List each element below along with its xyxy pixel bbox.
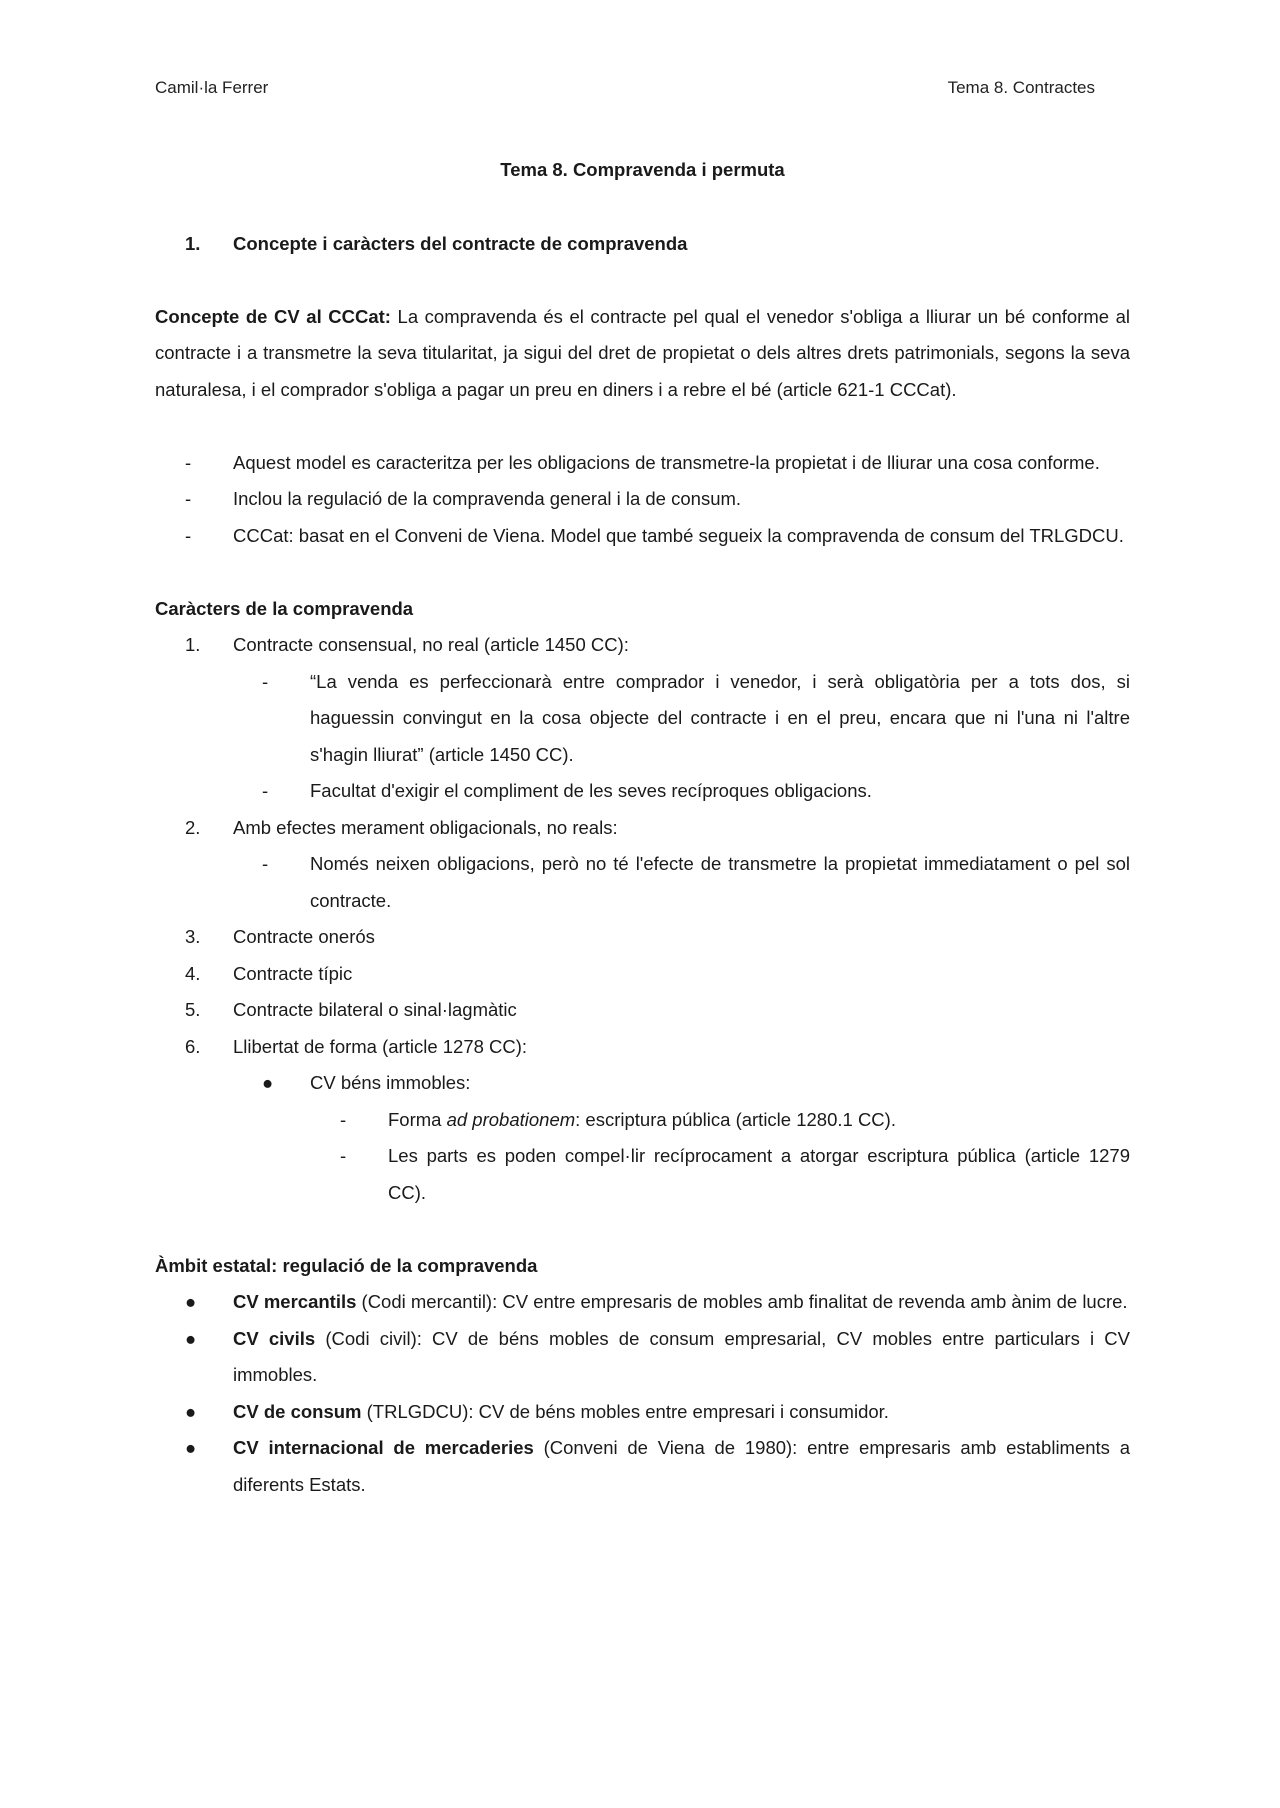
sub-item-text: Les parts es poden compel·lir recíprocament a atorgar escriptura pública (article 1279 CC). <box>388 1145 1130 1203</box>
section-number: 1. <box>185 232 201 254</box>
bullet-item <box>155 1284 1130 1321</box>
item-text: Contracte consensual, no real (article 1450 CC): <box>233 634 629 655</box>
sub-item-prefix: Forma <box>388 1108 447 1130</box>
bullet-marker: ● <box>185 1400 197 1422</box>
bullet-text: (Codi mercantil): CV entre empresaris de mobles amb finalitat de revenda amb ànim de lucre. <box>356 1291 1128 1312</box>
list-item <box>155 445 1130 482</box>
characters-heading: Caràcters de la compravenda <box>155 597 414 619</box>
item-text: Contracte onerós <box>233 926 375 947</box>
list-item-text: Aquest model es caracteritza per les obligacions de transmetre-la propietat i de lliurar una cosa conforme. <box>233 451 1100 473</box>
item-text: Amb efectes merament obligacionals, no reals: <box>233 816 618 838</box>
list-item-text: CCCat: basat en el Conveni de Viena. Model que també segueix la compravenda de consum del TRLGDCU. <box>233 524 1124 546</box>
concept-text: La compravenda és el contracte pel qual el venedor s'obliga a lliurar un bé conforme al contracte i a transmetre la seva titularitat, ja sigui del dret de propietat o dels altres drets patrimonials, segons la seva naturalesa, i el comprador s'obliga a pagar un preu en diners i a rebre el bé (article 621-1 CCCat). <box>155 305 1130 400</box>
dash-marker: - <box>185 451 192 473</box>
concept-label: Concepte de CV al CCCat: <box>155 305 391 327</box>
bullet-text: (Conveni de Viena de 1980): entre empresaris amb establiments a diferents Estats. <box>233 1437 1131 1495</box>
sub-item-text: “La venda es perfeccionarà entre comprador i venedor, i serà obligatòria per a tots dos, si haguessin convingut en la cosa objecte del contracte i en el preu, encara que ni l'una ni l'altre s'hagin lliurat” (article 1450 CC). <box>310 670 1130 765</box>
item-text: Contracte bilateral o sinal·lagmàtic <box>233 999 517 1020</box>
bullet-marker: ● <box>185 1291 197 1312</box>
bullet-text: (TRLGDCU): CV de béns mobles entre empresari i consumidor. <box>361 1400 889 1422</box>
numbered-item <box>155 992 1130 1029</box>
bullet-marker: ● <box>262 1072 274 1093</box>
sub-item-text: Facultat d'exigir el compliment de les seves recíproques obligacions. <box>310 780 872 801</box>
sub-item <box>155 1138 1130 1211</box>
sub-item-text: Només neixen obligacions, però no té l'efecte de transmetre la propietat immediatament o pel sol contracte. <box>310 853 1130 911</box>
sub-item <box>155 664 1130 774</box>
item-number: 2. <box>185 816 201 838</box>
bullet-item <box>155 1430 1130 1503</box>
numbered-item <box>155 1029 1130 1066</box>
dash-marker: - <box>185 488 192 509</box>
list-item <box>155 481 1130 518</box>
sub-item <box>155 846 1130 919</box>
latin-term: ad probationem <box>446 1108 576 1130</box>
document-body <box>155 152 1130 1503</box>
dash-marker: - <box>262 853 269 874</box>
bullet-text: CV béns immobles: <box>310 1072 471 1093</box>
dash-marker: - <box>340 1108 347 1130</box>
item-number: 3. <box>185 926 201 947</box>
item-text: Llibertat de forma (article 1278 CC): <box>233 1035 528 1057</box>
numbered-item <box>155 810 1130 847</box>
numbered-item <box>155 627 1130 664</box>
list-item-text: Inclou la regulació de la compravenda general i la de consum. <box>233 488 742 509</box>
item-number: 1. <box>185 634 201 655</box>
dash-marker: - <box>262 670 269 692</box>
list-item <box>155 518 1130 555</box>
bullet-term: CV mercantils <box>233 1291 357 1312</box>
bullet-marker: ● <box>185 1327 197 1349</box>
item-number: 4. <box>185 962 201 984</box>
sub-item-text <box>388 1102 1130 1139</box>
item-number: 5. <box>185 999 201 1020</box>
sub-item <box>155 773 1130 810</box>
numbered-item <box>155 919 1130 956</box>
bullet-marker: ● <box>185 1437 197 1458</box>
bullet-term: CV de consum <box>233 1400 362 1422</box>
dash-marker: - <box>262 780 269 801</box>
bullet-term: CV internacional de mercaderies <box>233 1437 534 1458</box>
bullet-item <box>155 1065 1130 1102</box>
section-heading <box>155 226 1130 263</box>
bullet-item <box>155 1321 1130 1394</box>
dash-marker: - <box>185 524 192 546</box>
dash-marker: - <box>340 1145 347 1166</box>
ambit-heading: Àmbit estatal: regulació de la compravenda <box>155 1254 538 1276</box>
numbered-item <box>155 956 1130 993</box>
bullet-term: CV civils <box>233 1327 316 1349</box>
header-topic: Tema 8. Contractes <box>947 78 1095 97</box>
section-title: Concepte i caràcters del contracte de compravenda <box>233 232 688 254</box>
header-author: Camil·la Ferrer <box>155 78 269 97</box>
item-text: Contracte típic <box>233 962 353 984</box>
bullet-text: (Codi civil): CV de béns mobles de consum empresarial, CV mobles entre particulars i CV immobles. <box>233 1327 1130 1385</box>
concept-paragraph <box>155 299 1130 409</box>
sub-item <box>155 1102 1130 1139</box>
bullet-item <box>155 1394 1130 1431</box>
document-title: Tema 8. Compravenda i permuta <box>500 159 785 180</box>
sub-item-suffix: : escriptura pública (article 1280.1 CC). <box>575 1108 896 1130</box>
item-number: 6. <box>185 1035 201 1057</box>
